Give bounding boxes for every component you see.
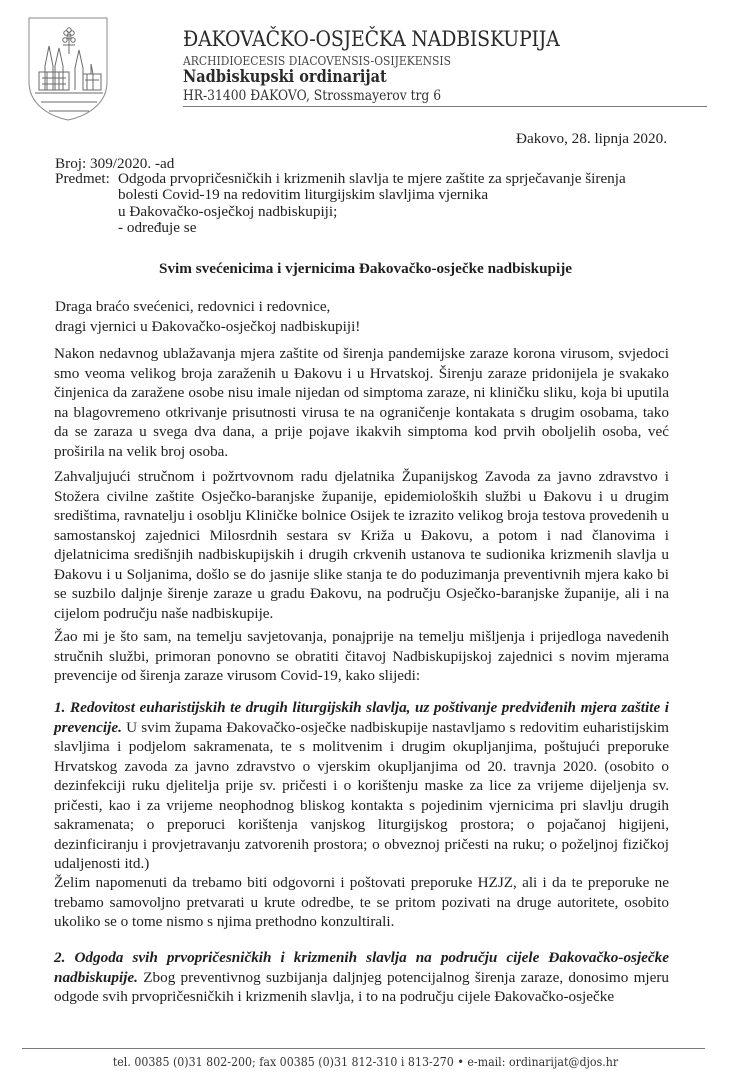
subject-label: Predmet: (55, 170, 110, 187)
paragraph: Nakon nedavnog ublažavanja mjera zaštite od širenja pandemijske zaraze korona virusom, svjedoci smo veoma velikog broja zaraženih u Đakovu i u Hrvatskoj. Širenju zaraze pridonijela je svakako činjenica da zaražene osobe nisu imale nijedan od simptoma zaraze, ni kliničku sliku, koja bi uputila na blagovremeno otkrivanje prisutnosti virusa te na ograničenje kontakata s drugim osobama, tako da se zaraza u svega dva dana, a prije pojave ikakvih simptoma kod prvih oboljelih osoba, već proširila na velik broj osoba. (54, 345, 669, 460)
paragraph: Želim napomenuti da trebamo biti odgovorni i poštovati preporuke HZJZ, ali i da te preporuke ne trebamo samovoljno pretvarati u krute odredbe, te se pritom pozivati na druge autoritete, osobito ukoliko se o tome nismo s njima prethodno konzultirali. (54, 874, 669, 930)
subject-line: u Đakovačko-osječkoj nadbiskupiji; (118, 202, 338, 220)
numbered-section-2 (54, 948, 669, 1007)
greeting-line: Draga braćo svećenici, redovnici i redovnice, (55, 298, 331, 315)
office-name: Nadbiskupski ordinarijat (183, 67, 387, 86)
header-divider (183, 106, 707, 107)
greeting (55, 297, 360, 336)
subject-line: Odgoda prvopričesničkih i krizmenih slavlja te mjere zaštite za sprječavanje širenja (118, 170, 626, 187)
paragraph: Žao mi je što sam, na temelju savjetovanja, ponajprije na temelju mišljenja i prijedloga navedenih stručnih službi, primoran ponovno se obratiti čitavoj Nadbiskupijskoj zajednici s novim mjerama prevencije od širenja zaraze virusom Covid-19, kako slijedi: (54, 628, 669, 684)
diocese-title: ĐAKOVAČKO-OSJEČKA NADBISKUPIJA (183, 27, 560, 51)
section-heading: 2. Odgoda svih prvopričesničkih i krizmenih slavlja na području cijele Đakovačko-osječke nadbiskupije. (54, 949, 669, 986)
section-text: U svim župama Đakovačko-osječke nadbiskupije nastavljamo s redovitim euharistijskim slavljima i podjelom sakramenata, te s molitvenim i drugim okupljanjima, poštujući preporuke Hrvatskog zavoda za javno zdravstvo o vjerskim okupljanjima od 20. travnja 2020. (osobito o dezinfekciji ruku djelitelja prije sv. pričesti i o korištenju maske za lice za vrijeme dijeljenja sv. pričesti, kao i za vrijeme neophodnog bliskog kontakta s pojedinim vjernicima pri slavlju drugih sakramenata; o preporuci korištenja vanjskog liturgijskog prostora; o pojačanoj higijeni, dezinficiranju i provjetravanju zatvorenih prostora; o obveznoj pričesti na ruku; o poželjnoj fizičkoj udaljenosti itd.) (54, 718, 669, 872)
subject-line: - određuje se (118, 218, 197, 236)
numbered-section-1 (54, 698, 669, 874)
greeting-line: dragi vjernici u Đakovačko-osječkoj nadbiskupiji! (55, 317, 361, 335)
place-date: Đakovo, 28. lipnja 2020. (515, 130, 667, 147)
addressee-heading: Svim svećenicima i vjernicima Đakovačko-osječke nadbiskupije (159, 260, 572, 277)
office-address: HR-31400 ĐAKOVO, Strossmayerov trg 6 (183, 88, 442, 104)
footer-divider (22, 1048, 705, 1049)
section-text: Zbog preventivnog suzbijanja daljnjeg potencijalnog širenja zaraze, donosimo mjeru odgode svih prvopričesničkih i krizmenih slavlja, i to na području cijele Đakovačko-osječke (54, 968, 669, 1005)
diocese-latin-name: ARCHIDIOECESIS DIACOVENSIS-OSIJEKENSIS (183, 53, 452, 68)
coat-of-arms-icon (27, 16, 111, 122)
reference-number: Broj: 309/2020. -ad (55, 155, 175, 172)
subject-line: bolesti Covid-19 na redovitim liturgijskim slavljima vjernika (118, 186, 489, 204)
footer-contact: tel. 00385 (0)31 802-200; fax 00385 (0)31 812-310 i 813-270 • e-mail: ordinarijat@djos.hr (112, 1055, 619, 1069)
section-heading: 1. Redovitost euharistijskih te drugih liturgijskih slavlja, uz poštivanje predviđenih mjera zaštite i prevencije. (54, 699, 669, 736)
paragraph: Zahvaljujući stručnom i požrtvovnom radu djelatnika Županijskog Zavoda za javno zdravstvo i Stožera civilne zaštite Osječko-baranjske županije, epidemioloških službi u Đakovu i u drugim središtima, ravnatelju i osoblju Kliničke bolnice Osijek te izrazito velikog broja testova provedenih u samostanskoj zajednici Milosrdnih sestara sv Križa u Đakovu, a potom i nad članovima i djelatnicima središnjih nadbiskupijskih i drugih crkvenih ustanova te sudionika krizmenih slavlja u Đakovu i u Soljanima, došlo se do jasnije slike stanja te do poduzimanja preventivnih mjera kako bi se suzbilo daljnje širenje zaraze u gradu Đakovu, na području Osječko-baranjske županije, ali i na cijelom području naše nadbiskupije. (54, 468, 669, 622)
subject-block (55, 171, 675, 236)
